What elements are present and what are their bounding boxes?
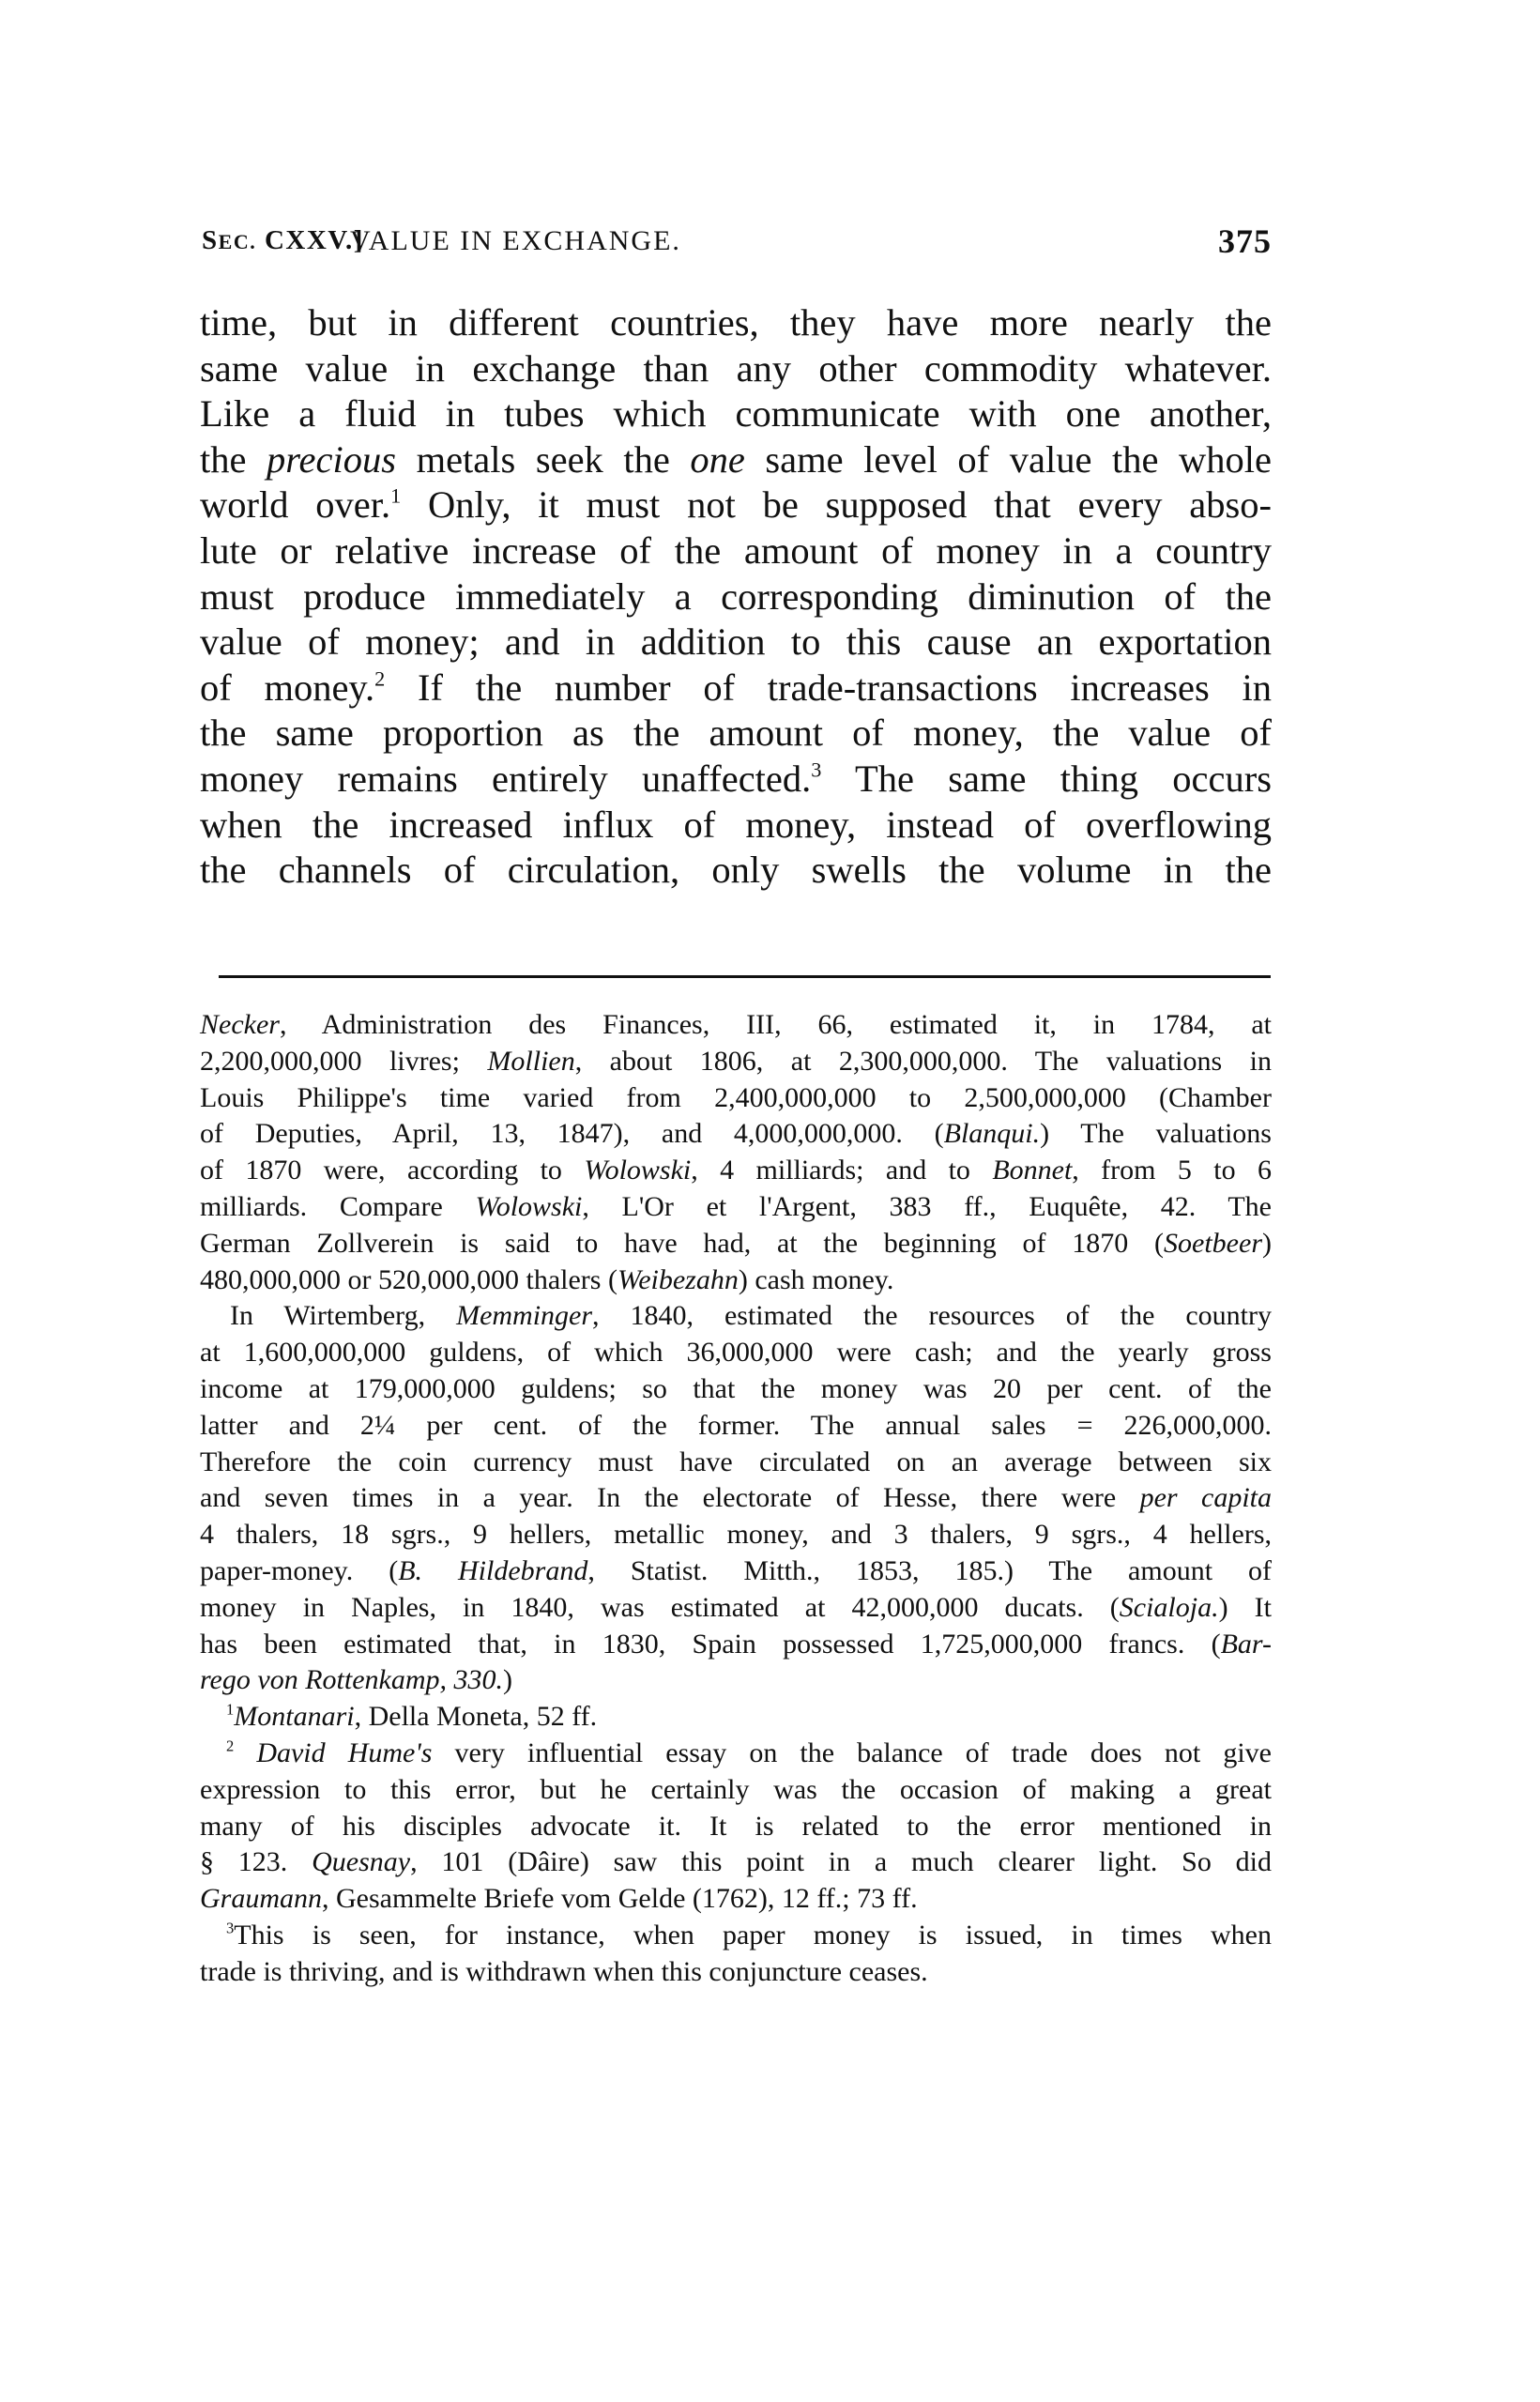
footnote-marker: 1 [390, 483, 402, 508]
footnote-line: Graumann, Gesammelte Briefe vom Gelde (1762), 12 ff.; 73 ff. [200, 1883, 918, 1915]
italic-citation: Bonnet [992, 1155, 1073, 1186]
section-number: CXXV.] [256, 225, 364, 255]
footnote-line: of Deputies, April, 13, 1847), and 4,000,000,000. (Blanqui.) The valuations [200, 1118, 1272, 1150]
body-line: world over.$^1$ Only, it must not be supposed that every abso- [200, 483, 1272, 527]
footnote-line: 2,200,000,000 livres; Mollien, about 1806, at 2,300,000,000. The valuations in [200, 1045, 1272, 1077]
section-prefix: S [202, 225, 219, 255]
footnote-line: $^1$Montanari, Della Moneta, 52 ff. [226, 1700, 598, 1733]
italic-citation: Mollien [487, 1045, 575, 1077]
footnote-line: money in Naples, in 1840, was estimated at 42,000,000 ducats. (Scialoja.) It [200, 1591, 1272, 1623]
footnotes-section [200, 1007, 1272, 1991]
footnote-line: $^2$ David Hume's very influential essay on the balance of trade does not give [226, 1736, 1272, 1768]
footnote-marker: 1 [226, 1700, 235, 1719]
footnote-line: In Wirtemberg, Memminger, 1840, estimated the resources of the country [230, 1300, 1272, 1332]
italic-citation: Scialoja. [1119, 1591, 1219, 1623]
footnote-line: expression to this error, but he certainly was the occasion of making a great [200, 1773, 1272, 1805]
footnote-marker: 2 [374, 666, 386, 691]
footnote-line: trade is thriving, and is withdrawn when this conjuncture ceases. [200, 1955, 928, 1987]
footnote-line: § 123. Quesnay, 101 (Dâire) saw this point in a much clearer light. So did [200, 1846, 1272, 1878]
italic-citation: Soetbeer [1164, 1227, 1262, 1259]
italic-citation: Wolowski [475, 1190, 583, 1222]
footnote-line: income at 179,000,000 guldens; so that the money was 20 per cent. of the [200, 1372, 1272, 1404]
body-line: time, but in different countries, they have more nearly the [200, 301, 1272, 344]
body-line: money remains entirely unaffected.$^3$ The same thing occurs [200, 757, 1272, 800]
body-line: of money.$^2$ If the number of trade-transactions increases in [200, 666, 1272, 709]
italic-citation: per capita [1139, 1482, 1272, 1514]
footnote-line: Necker, Administration des Finances, III, 66, estimated it, in 1784, at [200, 1009, 1272, 1040]
body-line: lute or relative increase of the amount of money in a country [200, 528, 1272, 572]
footnote-line: of 1870 were, according to Wolowski, 4 milliards; and to Bonnet, from 5 to 6 [200, 1155, 1272, 1186]
footnote-line: has been estimated that, in 1830, Spain possessed 1,725,000,000 francs. (Bar- [200, 1628, 1272, 1660]
footnote-marker: 3 [226, 1919, 235, 1937]
footnote-line: latter and 2¼ per cent. of the former. The annual sales = 226,000,000. [200, 1409, 1272, 1441]
italic-citation: rego von Rottenkamp, 330. [200, 1664, 503, 1696]
body-line: must produce immediately a corresponding diminution of the [200, 574, 1272, 618]
body-line: when the increased influx of money, instead of overflowing [200, 803, 1272, 846]
italic-citation: Blanqui. [943, 1118, 1041, 1150]
footnote-line: paper-money. (B. Hildebrand, Statist. Mitth., 1853, 185.) The amount of [200, 1554, 1273, 1586]
footnote-line: many of his disciples advocate it. It is related to the error mentioned in [200, 1810, 1272, 1842]
italic-citation: precious [267, 437, 397, 481]
footnote-line: German Zollverein is said to have had, at the beginning of 1870 (Soetbeer) [200, 1227, 1272, 1259]
footnote-marker: 2 [226, 1736, 235, 1755]
italic-citation: Montanari [234, 1701, 355, 1733]
body-line: value of money; and in addition to this cause an exportation [200, 620, 1272, 664]
italic-citation: Wolowski [584, 1155, 692, 1186]
footnote-line: at 1,600,000,000 guldens, of which 36,000,000 were cash; and the yearly gross [200, 1337, 1272, 1369]
body-paragraph [200, 300, 1272, 894]
body-line: the same proportion as the amount of money, the value of [200, 711, 1272, 755]
footnote-marker: 3 [811, 757, 822, 782]
italic-citation: Necker [200, 1009, 280, 1040]
italic-citation: Quesnay [312, 1846, 411, 1878]
body-line: Like a fluid in tubes which communicate with one another, [200, 392, 1272, 436]
footnote-line: $^3$This is seen, for instance, when paper money is issued, in times when [226, 1919, 1272, 1951]
italic-citation: Memminger [456, 1300, 593, 1332]
footnote-separator-rule [219, 975, 1271, 978]
footnote-line: Therefore the coin currency must have circulated on an average between six [200, 1446, 1272, 1477]
body-line: the precious metals seek the one same level of value the whole [200, 437, 1272, 481]
page-number: 375 [1218, 222, 1272, 260]
italic-citation: Graumann [200, 1883, 323, 1915]
italic-citation: Weibezahn [617, 1263, 739, 1295]
footnote-line: Louis Philippe's time varied from 2,400,000,000 to 2,500,000,000 (Chamber [200, 1081, 1272, 1113]
footnote-line: 4 thalers, 18 sgrs., 9 hellers, metallic money, and 3 thalers, 9 sgrs., 4 hellers, [200, 1519, 1272, 1551]
section-prefix-small-caps: EC. [218, 230, 257, 253]
footnote-line: milliards. Compare Wolowski, L'Or et l'Argent, 383 ff., Euquête, 42. The [200, 1190, 1273, 1222]
italic-citation: Bar- [1220, 1628, 1272, 1660]
body-line: the channels of circulation, only swells the volume in the [200, 849, 1272, 892]
footnote-line: and seven times in a year. In the electorate of Hesse, there were per capita [200, 1482, 1272, 1514]
footnote-line: 480,000,000 or 520,000,000 thalers (Weibezahn) cash money. [200, 1263, 894, 1295]
italic-citation: David Hume's [256, 1736, 433, 1768]
footnote-line: rego von Rottenkamp, 330.) [200, 1664, 512, 1696]
italic-citation: one [690, 437, 745, 481]
italic-citation: B. Hildebrand [398, 1554, 588, 1586]
chapter-title: VALUE IN EXCHANGE. [350, 225, 681, 256]
section-label [202, 225, 364, 256]
body-line: same value in exchange than any other commodity whatever. [200, 346, 1272, 390]
running-head [200, 222, 1272, 267]
